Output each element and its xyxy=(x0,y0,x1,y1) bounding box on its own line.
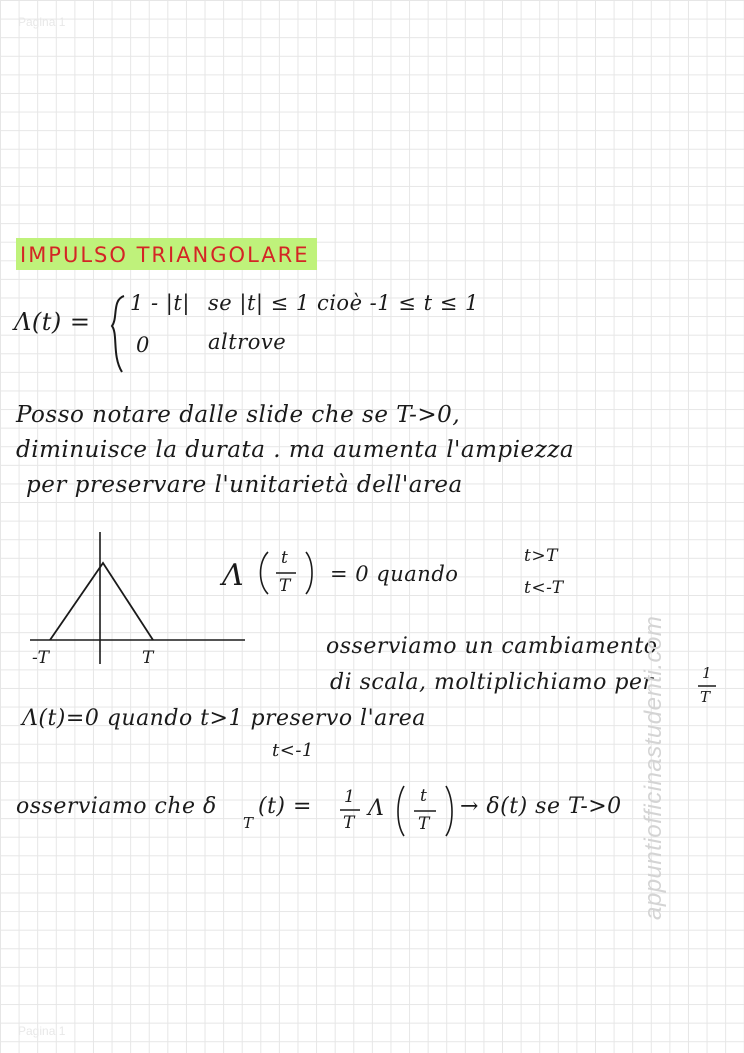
definition-lhs: Λ(t) = xyxy=(14,308,91,336)
case2-cond: altrove xyxy=(208,330,287,354)
conclusion-mid: (t) = xyxy=(258,794,312,819)
lambda-zero-line: Λ(t)=0 quando t>1 preservo l'area xyxy=(22,706,426,731)
case2-expr: 0 xyxy=(136,333,150,357)
scaled-den: T xyxy=(279,576,291,596)
note-frac-den: T xyxy=(700,688,711,706)
conclusion-frac2-num: t xyxy=(420,786,428,806)
paragraph-line-3: per preservare l'unitarietà dell'area xyxy=(26,472,463,498)
scaled-rhs: = 0 quando xyxy=(330,562,459,586)
scaled-cond-2: t<-T xyxy=(524,578,564,598)
lambda-zero-cond-2: t<-1 xyxy=(272,740,314,761)
case1-cond: se |t| ≤ 1 cioè -1 ≤ t ≤ 1 xyxy=(208,291,479,315)
page-footer-label: Pagina 1 xyxy=(18,1024,66,1038)
conclusion-frac1-num: 1 xyxy=(344,787,356,807)
case1-expr: 1 - |t| xyxy=(130,291,190,315)
scaled-cond-1: t>T xyxy=(524,546,558,566)
conclusion-frac2-den: T xyxy=(418,814,430,834)
graph-label-pos: T xyxy=(142,648,154,668)
note-line-1: osserviamo un cambiamento xyxy=(326,634,658,659)
scaled-lambda: Λ xyxy=(222,558,245,593)
conclusion-suffix: → δ(t) se T->0 xyxy=(460,794,622,819)
graph-label-neg: -T xyxy=(32,648,50,668)
paragraph-line-2: diminuisce la durata . ma aumenta l'ampiezza xyxy=(16,437,575,463)
conclusion-frac1-den: T xyxy=(343,813,355,833)
conclusion-sub: T xyxy=(243,814,254,832)
page-header-label: Pagina 1 xyxy=(18,15,66,29)
paragraph-line-1: Posso notare dalle slide che se T->0, xyxy=(16,402,461,428)
scaled-num: t xyxy=(281,548,289,568)
watermark: appuntiofficinastudenti.com xyxy=(640,615,667,920)
conclusion-prefix: osserviamo che δ xyxy=(16,794,217,819)
note-line-2: di scala, moltiplichiamo per xyxy=(330,670,654,695)
note-frac-num: 1 xyxy=(702,664,713,682)
conclusion-lambda: Λ xyxy=(368,796,385,821)
page-title: IMPULSO TRIANGOLARE xyxy=(20,243,310,267)
